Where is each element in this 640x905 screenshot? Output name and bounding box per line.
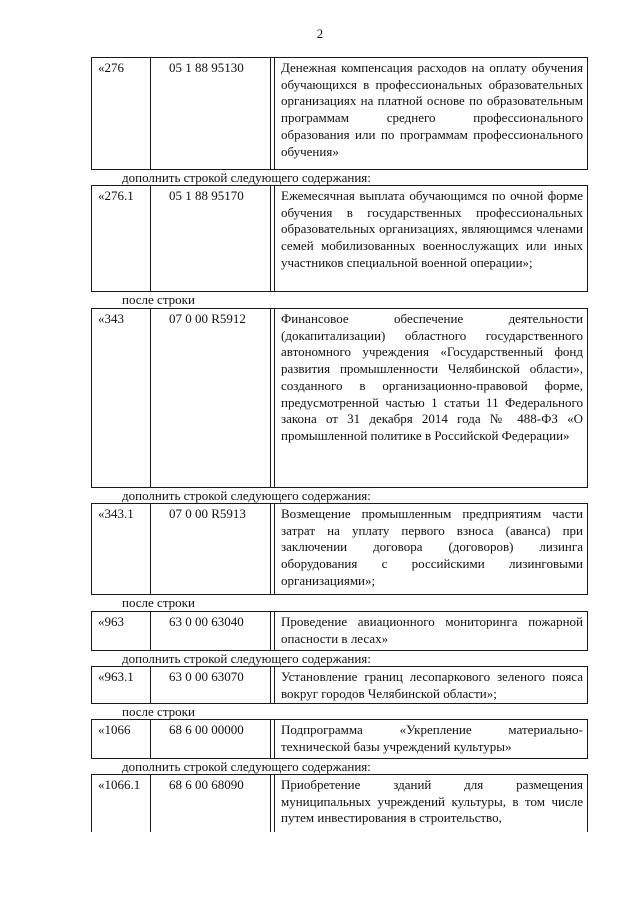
note-after-row: после строки bbox=[122, 292, 195, 307]
row-code: «1066 bbox=[98, 722, 131, 737]
row-code: «343.1 bbox=[98, 506, 134, 521]
row-code: «276 bbox=[98, 60, 124, 75]
table-row bbox=[91, 57, 588, 170]
row-description: Установление границ лесопаркового зеленого пояса вокруг городов Челябинской области»; bbox=[274, 667, 587, 703]
note-after-row: после строки bbox=[122, 704, 195, 719]
row-code: «276.1 bbox=[98, 188, 134, 203]
row-target-article: 63 0 00 63040 bbox=[150, 612, 271, 650]
row-description: Возмещение промышленным предприятиям части затрат на уплату первого взноса (аванса) при заключении договора (договоров) лизинга оборудования с российскими лизинговыми организациями»; bbox=[274, 504, 587, 594]
row-description: Подпрограмма «Укрепление материально-технической базы учреждений культуры» bbox=[274, 720, 587, 758]
note-after-row: после строки bbox=[122, 595, 195, 610]
table-row bbox=[91, 774, 588, 832]
table-row bbox=[91, 719, 588, 759]
note-add-row: дополнить строкой следующего содержания: bbox=[122, 759, 371, 774]
note-add-row: дополнить строкой следующего содержания: bbox=[122, 651, 371, 666]
row-code: «963.1 bbox=[98, 669, 134, 684]
table-row bbox=[91, 308, 588, 488]
row-description: Денежная компенсация расходов на оплату обучения обучающихся в профессиональных образовательных организациях на платной основе по образовательным программам среднего профессионального образования или по программам профессионального обучения» bbox=[274, 58, 587, 169]
note-add-row: дополнить строкой следующего содержания: bbox=[122, 170, 371, 185]
row-target-article: 63 0 00 63070 bbox=[150, 667, 271, 703]
row-description: Приобретение зданий для размещения муниципальных учреждений культуры, в том числе путем инвестирования в строительство, bbox=[274, 775, 587, 832]
page-number: 2 bbox=[316, 26, 324, 41]
row-target-article: 68 6 00 00000 bbox=[150, 720, 271, 758]
row-target-article: 07 0 00 R5912 bbox=[150, 309, 271, 487]
row-description: Финансовое обеспечение деятельности (докапитализации) областного государственного автономного учреждения «Государственный фонд развития промышленности Челябинской области», созданного в организационно-правовой форме, предусмотренной частью 1 статьи 11 Федерального закона от 31 декабря 2014 года № 488-ФЗ «О промышленной политике в Российской Федерации» bbox=[274, 309, 587, 487]
row-code: «963 bbox=[98, 614, 124, 629]
row-target-article: 07 0 00 R5913 bbox=[150, 504, 271, 594]
table-row bbox=[91, 666, 588, 704]
row-target-article: 68 6 00 68090 bbox=[150, 775, 271, 832]
row-description: Проведение авиационного мониторинга пожарной опасности в лесах» bbox=[274, 612, 587, 650]
row-target-article: 05 1 88 95170 bbox=[150, 186, 271, 291]
row-target-article: 05 1 88 95130 bbox=[150, 58, 271, 169]
row-description: Ежемесячная выплата обучающимся по очной форме обучения в государственных профессиональных образовательных организациях, являющимся членами семей мобилизованных военнослужащих или иных участников специальной военной операции»; bbox=[274, 186, 587, 291]
row-code: «1066.1 bbox=[98, 777, 141, 792]
table-row bbox=[91, 611, 588, 651]
table-row bbox=[91, 503, 588, 595]
note-add-row: дополнить строкой следующего содержания: bbox=[122, 488, 371, 503]
row-code: «343 bbox=[98, 311, 124, 326]
table-row bbox=[91, 185, 588, 292]
